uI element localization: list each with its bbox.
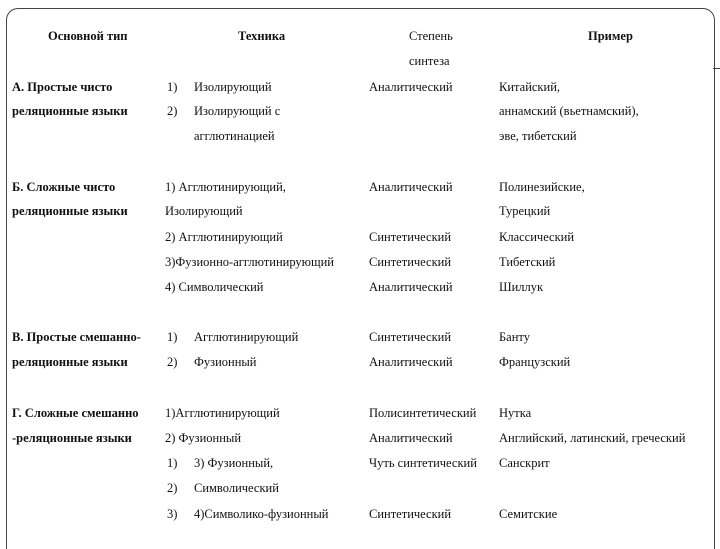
group-d-technique-4: Символический: [194, 481, 279, 495]
group-d-technique-5: 4)Символико-фузионный: [194, 507, 329, 521]
group-b-technique-4: 4) Символический: [165, 280, 264, 294]
group-b-example-3: Тибетский: [499, 255, 556, 269]
group-d-example-2: Английский, латинский, греческий: [499, 431, 686, 445]
group-c-example-2: Французский: [499, 355, 571, 369]
group-c-type-line2: реляционные языки: [12, 355, 128, 369]
group-a-technique-2: Изолирующий с: [194, 104, 281, 118]
group-b-degree-1: Аналитический: [369, 180, 453, 194]
group-a-type-line2: реляционные языки: [12, 104, 128, 118]
group-d-example-5: Семитские: [499, 507, 558, 521]
header-degree-line1: Степень: [409, 29, 453, 43]
group-b-example-2: Классический: [499, 230, 575, 244]
group-c-example-1: Банту: [499, 330, 530, 344]
group-d-number-5: 3): [167, 507, 178, 521]
group-d-degree-5: Синтетический: [369, 507, 452, 521]
group-d-degree-1: Полисинтетический: [369, 406, 477, 420]
group-b-degree-4: Аналитический: [369, 280, 453, 294]
group-b-example-1: Полинезийские,: [499, 180, 585, 194]
header-example: Пример: [588, 29, 633, 43]
group-d-example-3: Санскрит: [499, 456, 550, 470]
group-c-number-2: 2): [167, 355, 178, 369]
header-type: Основной тип: [48, 29, 128, 43]
group-b-example-4: Шиллук: [499, 280, 544, 294]
group-d-degree-2: Аналитический: [369, 431, 453, 445]
group-b-type-line1: Б. Сложные чисто: [12, 180, 116, 194]
group-d-number-3: 1): [167, 456, 178, 470]
group-d-degree-3: Чуть синтетический: [369, 456, 477, 470]
group-a-number-1: 1): [167, 80, 178, 94]
group-b-technique-2: 2) Агглютинирующий: [165, 230, 283, 244]
group-b-type-line2: реляционные языки: [12, 204, 128, 218]
group-a-example-2: аннамский (вьетнамский),: [499, 104, 639, 118]
header-technique: Техника: [238, 29, 286, 43]
group-a-technique-1: Изолирующий: [194, 80, 272, 94]
group-d-technique-2: 2) Фузионный: [165, 431, 242, 445]
group-d-technique-3: 3) Фузионный,: [194, 456, 274, 470]
group-d-technique-1: 1)Агглютинирующий: [165, 406, 280, 420]
header-divider-tail: [713, 68, 720, 69]
group-b-example-1-cont: Турецкий: [499, 204, 551, 218]
group-a-example-1: Китайский,: [499, 80, 561, 94]
group-a-type-line1: А. Простые чисто: [12, 80, 113, 94]
group-b-degree-3: Синтетический: [369, 255, 452, 269]
group-c-degree-2: Аналитический: [369, 355, 453, 369]
group-d-type-line1: Г. Сложные смешанно: [12, 406, 139, 420]
group-b-technique-3: 3)Фузионно-агглютинирующий: [165, 255, 334, 269]
group-b-degree-2: Синтетический: [369, 230, 452, 244]
header-degree-line2: синтеза: [409, 54, 450, 68]
group-b-technique-1-cont: Изолирующий: [165, 204, 243, 218]
group-d-type-line2: -реляционные языки: [12, 431, 132, 445]
group-c-degree-1: Синтетический: [369, 330, 452, 344]
group-a-degree: Аналитический: [369, 80, 453, 94]
group-d-example-1: Нутка: [499, 406, 532, 420]
group-c-technique-2: Фузионный: [194, 355, 257, 369]
group-c-type-line1: В. Простые смешанно-: [12, 330, 141, 344]
group-a-example-3: эве, тибетский: [499, 129, 577, 143]
group-a-technique-2-cont: агглютинацией: [194, 129, 275, 143]
group-c-technique-1: Агглютинирующий: [194, 330, 299, 344]
group-a-number-2: 2): [167, 104, 178, 118]
group-b-technique-1: 1) Агглютинирующий,: [165, 180, 286, 194]
group-d-number-4: 2): [167, 481, 178, 495]
group-c-number-1: 1): [167, 330, 178, 344]
